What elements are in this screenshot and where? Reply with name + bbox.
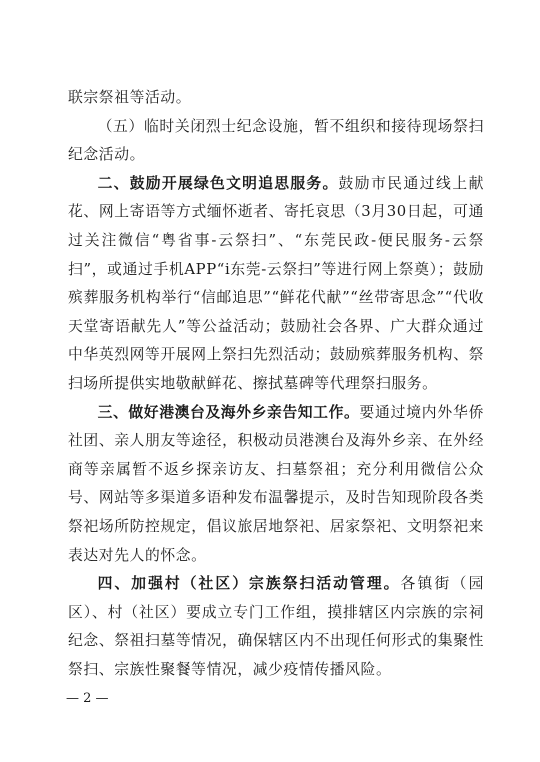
section-3-heading: 三、做好港澳台及海外乡亲告知工作。 — [97, 403, 360, 421]
section-4-body: 各镇街（园区）、村（社区）要成立专门工作组，摸排辖区内宗族的宗祠纪念、祭祖扫墓等情况，确保辖区内不出现任何形式的集聚性祭扫、宗族性聚餐等情况，减少疫情传播风险。 — [68, 575, 484, 678]
section-2-heading: 二、鼓励开展绿色文明追思服务。 — [97, 174, 339, 192]
section-4-heading: 四、加强村（社区）宗族祭扫活动管理。 — [97, 575, 401, 593]
section-3-body: 要通过境内外华侨社团、亲人朋友等途径，积极动员港澳台及海外乡亲、在外经商等亲属暂不返乡探亲访友、扫墓祭祖；充分利用微信公众号、网站等多渠道多语种发布温馨提示，及时告知现阶段各类祭祀场所防控规定，倡议旅居地祭祀、居家祭祀、文明祭祀来表达对先人的怀念。 — [68, 403, 484, 564]
document-body — [68, 84, 484, 684]
continuation-paragraph: 联宗祭祖等活动。 — [68, 89, 192, 106]
section-2-body: 鼓励市民通过线上献花、网上寄语等方式缅怀逝者、寄托哀思（3月30日起，可通过关注微信“粤省事-云祭扫”、“东莞民政-便民服务-云祭扫”，或通过手机APP“i东莞-云祭扫”等进行网上祭奠）；鼓励殡葬服务机构举行“信邮追思”“鲜花代献”“丝带寄思念”“代收天堂寄语献先人”等公益活动；鼓励社会各界、广大群众通过中华英烈网等开展网上祭扫先烈活动；鼓励殡葬服务机构、祭扫场所提供实地敬献鲜花、擦拭墓碑等代理祭扫服务。 — [68, 174, 484, 392]
page-number: — 2 — — [66, 691, 109, 706]
section-2-paragraph — [68, 170, 484, 399]
section-4-paragraph — [68, 570, 484, 684]
section-3-paragraph — [68, 399, 484, 571]
item-5-paragraph: （五）临时关闭烈士纪念设施，暂不组织和接待现场祭扫纪念活动。 — [68, 117, 484, 164]
